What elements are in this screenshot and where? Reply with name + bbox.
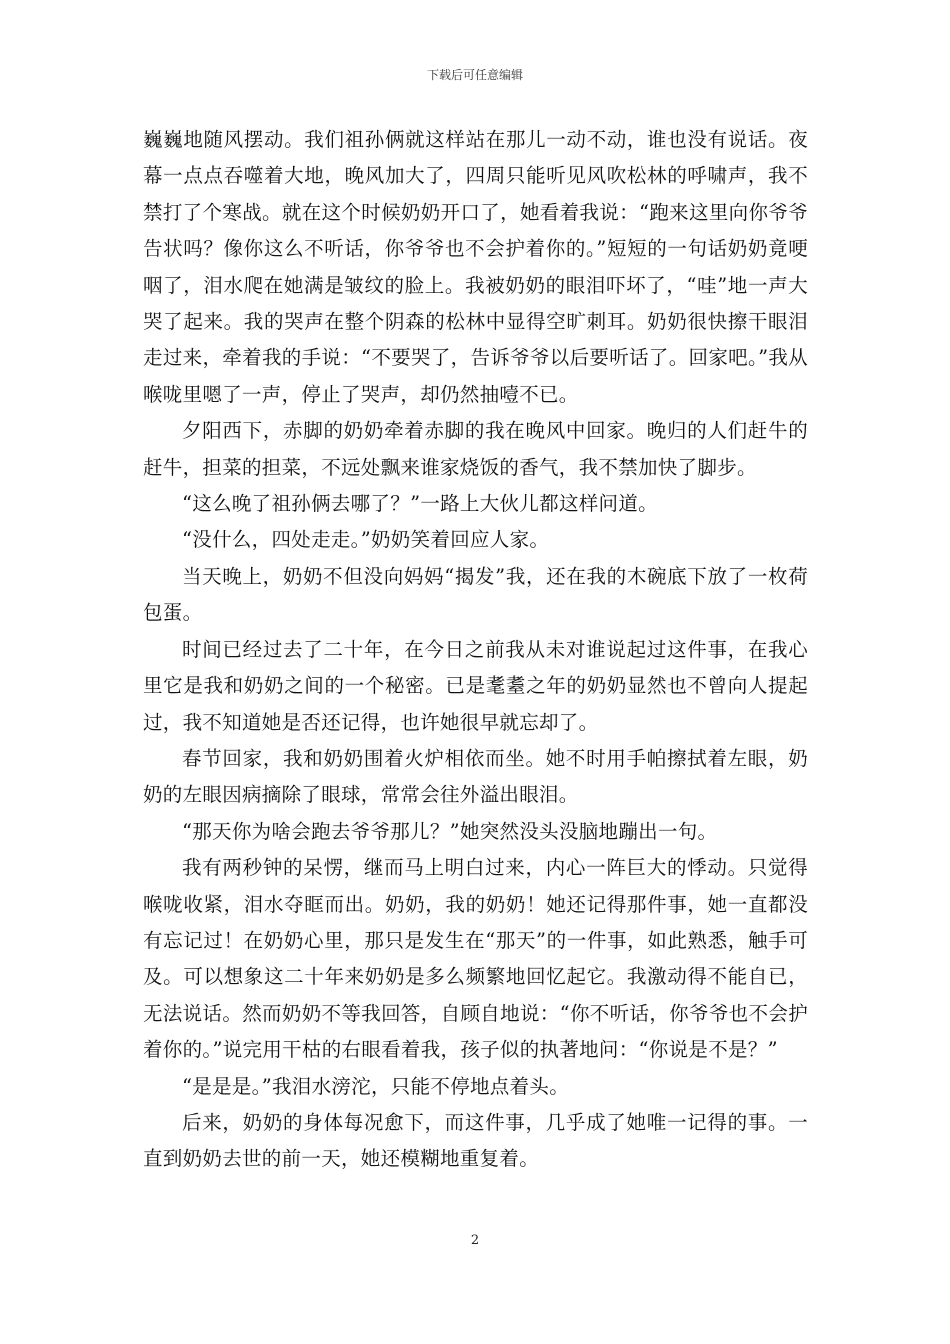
paragraph-7: 春节回家，我和奶奶围着火炉相依而坐。她不时用手帕擦拭着左眼，奶奶的左眼因病摘除了眼球，常常会往外溢出眼泪。 (143, 746, 808, 807)
paragraph-3: “这么晚了祖孙俩去哪了？”一路上大伙儿都这样问道。 (182, 492, 658, 516)
paragraph-5: 当天晚上，奶奶不但没向妈妈“揭发”我，还在我的木碗底下放了一枚荷包蛋。 (143, 564, 808, 625)
paragraph-8: “那天你为啥会跑去爷爷那儿？”她突然没头没脑地蹦出一句。 (182, 819, 718, 843)
paragraph-1: 巍巍地随风摆动。我们祖孙俩就这样站在那儿一动不动，谁也没有说话。夜幕一点点吞噬着大地，晚风加大了，四周只能听见风吹松林的呼啸声，我不禁打了个寒战。就在这个时候奶奶开口了，她看着我说：“跑来这里向你爷爷告状吗？像你这么不听话，你爷爷也不会护着你的。”短短的一句话奶奶竟哽咽了，泪水爬在她满是皱纹的脸上。我被奶奶的眼泪吓坏了，“哇”地一声大哭了起来。我的哭声在整个阴森的松林中显得空旷刺耳。奶奶很快擦干眼泪走过来，牵着我的手说：“不要哭了，告诉爷爷以后要听话了。回家吧。”我从喉咙里嗯了一声，停止了哭声，却仍然抽噎不已。 (143, 128, 808, 406)
paragraph-4: “没什么，四处走走。”奶奶笑着回应人家。 (182, 528, 550, 552)
page-number: 2 (470, 1233, 480, 1248)
paragraph-2: 夕阳西下，赤脚的奶奶牵着赤脚的我在晚风中回家。晚归的人们赶牛的赶牛，担菜的担菜，不远处飘来谁家烧饭的香气，我不禁加快了脚步。 (143, 419, 808, 479)
paragraph-11: 后来，奶奶的身体每况愈下，而这件事，几乎成了她唯一记得的事。一直到奶奶去世的前一天，她还模糊地重复着。 (143, 1110, 808, 1171)
page-header: 下载后可任意编辑 (426, 68, 523, 82)
paragraph-6: 时间已经过去了二十年，在今日之前我从未对谁说起过这件事，在我心里它是我和奶奶之间的一个秘密。已是耄耋之年的奶奶显然也不曾向人提起过，我不知道她是否还记得，也许她很早就忘却了。 (143, 637, 808, 734)
body-text (143, 122, 808, 1178)
paragraph-9: 我有两秒钟的呆愣，继而马上明白过来，内心一阵巨大的悸动。只觉得喉咙收紧，泪水夺眶而出。奶奶，我的奶奶！她还记得那件事，她一直都没有忘记过！在奶奶心里，那只是发生在“那天”的一件事，如此熟悉，触手可及。可以想象这二十年来奶奶是多么频繁地回忆起它。我激动得不能自已，无法说话。然而奶奶不等我回答，自顾自地说：“你不听话，你爷爷也不会护着你的。”说完用干枯的右眼看着我，孩子似的执著地问：“你说是不是？” (143, 856, 808, 1062)
paragraph-10: “是是是。”我泪水滂沱，只能不停地点着头。 (182, 1074, 569, 1098)
